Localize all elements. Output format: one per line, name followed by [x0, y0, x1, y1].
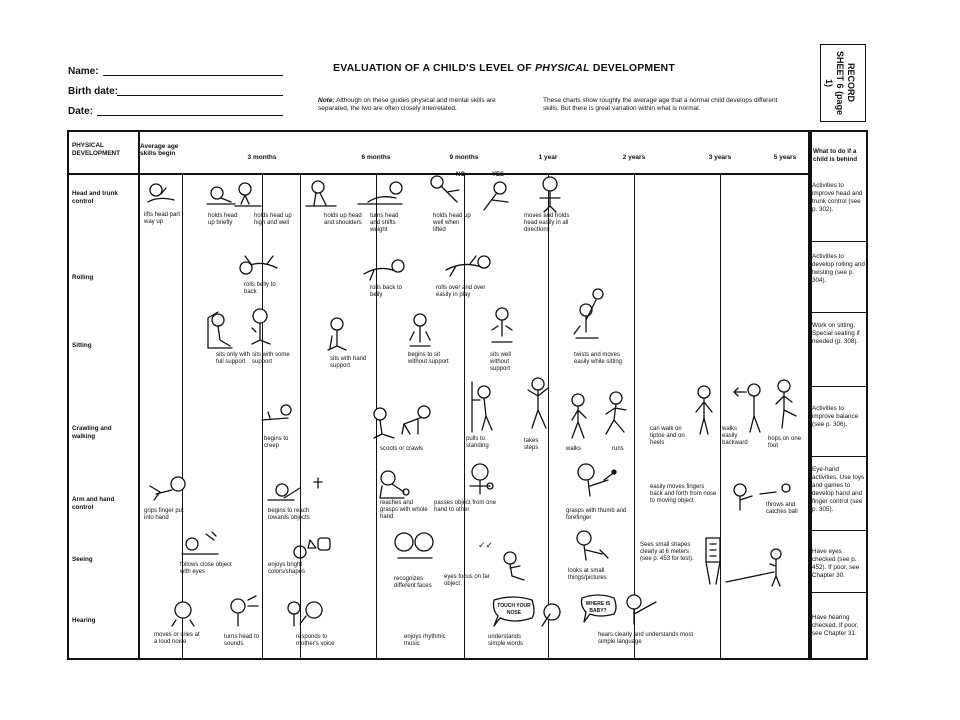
age-3-months: 3 months	[247, 154, 277, 161]
caption-arm1: grips finger put into hand	[144, 508, 184, 522]
caption-crawl5: walks	[566, 446, 582, 452]
caption-head1: lifts head part way up	[144, 212, 181, 226]
help-arm: Eye-hand activities. Use toys and games to develop hand and finger control (see p. 305).	[812, 466, 865, 513]
baby-shifts-weight-icon	[356, 176, 406, 208]
caption-hear5: understands simple words	[488, 634, 524, 648]
caption-see6: Sees small shapes clearly at 6 meters (see p. 453 for test).	[640, 542, 694, 563]
baby-scooting-icon	[368, 404, 398, 442]
caption-head6: holds head up well when lifted	[433, 213, 471, 234]
baby-creeping-icon	[258, 400, 292, 424]
page-title: EVALUATION OF A CHILD'S LEVEL OF PHYSICAL DEVELOPMENT	[333, 62, 675, 74]
baby-follows-object-icon	[178, 530, 228, 558]
caption-see2: enjoys bright colors/shapes	[268, 562, 306, 576]
caption-head7: moves and holds head easily in all directions	[524, 213, 570, 234]
baby-head-up-high-icon	[233, 180, 263, 210]
baby-looks-far-icon	[500, 548, 534, 584]
baby-sits-some-support-icon	[246, 306, 274, 350]
caption-roll2: rolls back to belly	[370, 285, 403, 299]
caption-head4: holds up head and shoulders	[324, 213, 362, 227]
help-sitting: Work on sitting. Special seating if needed (p. 308).	[812, 322, 860, 345]
caption-crawl9: hops on one foot	[768, 436, 802, 450]
caption-crawl4: takes steps	[524, 438, 539, 452]
help-divider-4	[808, 456, 866, 457]
caption-crawl6: runs	[612, 446, 624, 452]
caption-see5: looks at small things/pictures	[568, 568, 607, 582]
caption-crawl3: pulls to standing	[466, 436, 489, 450]
record-sheet-box: RECORD SHEET 6 (page 1)	[820, 44, 866, 122]
birth-date-label: Birth date:	[68, 86, 118, 97]
caption-roll3: rolls over and over easily in play	[436, 285, 486, 299]
yes-label: YES	[492, 172, 505, 178]
age-2-years: 2 years	[622, 154, 646, 161]
caption-see1: follows close object with eyes	[180, 562, 232, 576]
child-tiptoe-icon	[692, 384, 716, 438]
caption-arm5: grasps with thumb and forefinger	[566, 508, 627, 522]
date-label: Date:	[68, 106, 94, 117]
caption-crawl1: begins to creep	[264, 436, 289, 450]
baby-rolls-belly-to-back-icon	[237, 250, 281, 278]
help-hearing: Have hearing checked. If poor, see Chapter 31.	[812, 614, 859, 637]
mother-voice-icon	[284, 596, 326, 628]
row-label-sitting: Sitting	[72, 342, 92, 349]
row-label-head: Head and trunk control	[72, 190, 118, 205]
baby-sits-well-icon	[488, 306, 516, 348]
caption-crawl8: walks easily backward	[722, 426, 748, 447]
baby-turns-to-sound-icon	[226, 594, 260, 630]
baby-rolls-back-to-belly-icon	[356, 252, 404, 282]
caption-head3: holds head up high and well	[254, 213, 292, 227]
no-label: NO	[456, 172, 465, 178]
caption-hear3: responds to mother's voice	[296, 634, 335, 648]
baby-startles-icon	[168, 598, 198, 628]
age-line-2y	[634, 173, 635, 658]
baby-moves-head-icon	[534, 174, 566, 216]
child-takes-steps-icon	[524, 376, 554, 434]
row-label-hearing: Hearing	[72, 617, 96, 624]
help-crawling: Activities to improve balance (see p. 306).	[812, 405, 859, 428]
caption-roll1: rolls belly to back	[244, 282, 276, 296]
help-divider-2	[808, 312, 866, 313]
baby-passes-object-icon	[464, 462, 498, 502]
child-points-icon	[622, 592, 662, 626]
child-touches-nose-icon	[536, 600, 566, 632]
child-looks-small-icon	[572, 528, 612, 564]
caption-hear4: enjoys rhythmic music	[404, 634, 446, 648]
name-label: Name:	[68, 66, 99, 77]
caption-sit1: sits only with full support	[216, 352, 251, 366]
baby-grips-finger-icon	[146, 470, 190, 506]
baby-rolls-over-icon	[440, 250, 490, 280]
row-label-rolling: Rolling	[72, 274, 94, 281]
caption-sit3: sits with hand support	[330, 356, 367, 370]
baby-sits-full-support-icon	[204, 308, 234, 352]
far-object-mark: ✓✓	[478, 540, 494, 550]
baby-lifted-yes-icon	[478, 180, 514, 216]
baby-grasps-hand-icon	[374, 468, 414, 502]
age-line-3m-b	[300, 173, 301, 658]
age-6-months: 6 months	[361, 154, 391, 161]
age-9-months: 9 months	[449, 154, 479, 161]
help-seeing: Have eyes checked (see p. 452). If poor, see Chapter 30.	[812, 548, 860, 579]
caption-head5: turns head and shifts weight	[370, 213, 399, 234]
caption-hear2: turns head to sounds	[224, 634, 260, 648]
age-3-years: 3 years	[708, 154, 732, 161]
child-thumb-forefinger-icon	[574, 460, 624, 504]
faces-icon	[392, 528, 436, 562]
birth-date-line[interactable]	[117, 95, 283, 96]
charts-note: These charts show roughly the average age that a normal child develops different skills. But there is great variation within what is normal.	[543, 97, 778, 112]
baby-sits-hand-support-icon	[324, 316, 350, 354]
child-hops-icon	[770, 378, 802, 434]
caption-hear1: moves or cries at a loud noise	[154, 632, 200, 646]
what-to-do-header: What to do if a child is behind	[813, 148, 858, 163]
note: Note: Although on these guides physical and mental skills are separated, the two are often closely interrelated.	[318, 97, 496, 112]
baby-twists-moves-icon	[570, 288, 610, 352]
help-divider-6	[808, 592, 866, 593]
caption-head2: holds head up briefly	[208, 213, 238, 227]
child-walks-icon	[564, 392, 592, 440]
row-label-seeing: Seeing	[72, 556, 93, 563]
age-1-year: 1 year	[538, 154, 558, 161]
avg-age-header: Average age skills begin	[140, 143, 179, 157]
caption-sit4: begins to sit without support	[408, 352, 449, 366]
caption-sit5: sits well without support	[490, 352, 512, 373]
corner-label: PHYSICAL DEVELOPMENT	[72, 142, 120, 157]
help-divider-1	[808, 241, 866, 242]
row-label-crawling: Crawling and walking	[72, 425, 112, 440]
caption-arm6: easily moves fingers back and forth from nose to moving object	[650, 484, 717, 505]
caption-see4: eyes focus on far object	[444, 574, 490, 588]
caption-crawl2: scoots or crawls	[380, 446, 424, 452]
bright-shapes-icon	[290, 534, 334, 562]
bubble-where-baby: WHERE IS BABY?	[585, 601, 611, 615]
baby-lifting-head-icon	[144, 178, 180, 208]
caption-arm4: passes object from one hand to other	[434, 500, 497, 514]
caption-arm3: reaches and grasps with whole hand	[380, 500, 428, 521]
caption-crawl7: can walk on tiptoe and on heels	[650, 426, 685, 447]
name-line[interactable]	[103, 75, 283, 76]
child-runs-icon	[600, 390, 630, 438]
baby-crawling-icon	[398, 404, 432, 438]
date-line[interactable]	[97, 115, 283, 116]
baby-reaching-icon	[264, 476, 326, 506]
caption-see3: recognizes different faces	[394, 576, 432, 590]
baby-head-shoulders-icon	[304, 178, 340, 210]
caption-arm7: throws and catches ball	[766, 502, 798, 516]
caption-hear6: hears clearly and understands most simple language	[598, 632, 694, 646]
baby-begins-sit-icon	[406, 312, 434, 352]
age-line-avg	[182, 173, 183, 658]
caption-arm2: begins to reach towards objects	[268, 508, 310, 522]
help-rolling: Activities to develop rolling and twisting (see p. 304).	[812, 253, 865, 284]
help-divider-3	[808, 386, 866, 387]
bubble-touch-nose: TOUCH YOUR NOSE	[497, 603, 531, 617]
caption-sit6: twists and moves easily while sitting	[574, 352, 623, 366]
caption-sit2: sits with some support	[252, 352, 290, 366]
age-5-years: 5 years	[773, 154, 797, 161]
row-label-arm: Arm and hand control	[72, 496, 115, 511]
help-divider-5	[808, 530, 866, 531]
baby-pulls-to-stand-icon	[470, 380, 496, 434]
eye-test-icon	[700, 532, 790, 592]
label-column-divider	[138, 130, 140, 658]
help-head: Activities to improve head and trunk control (see p. 302).	[812, 182, 863, 213]
